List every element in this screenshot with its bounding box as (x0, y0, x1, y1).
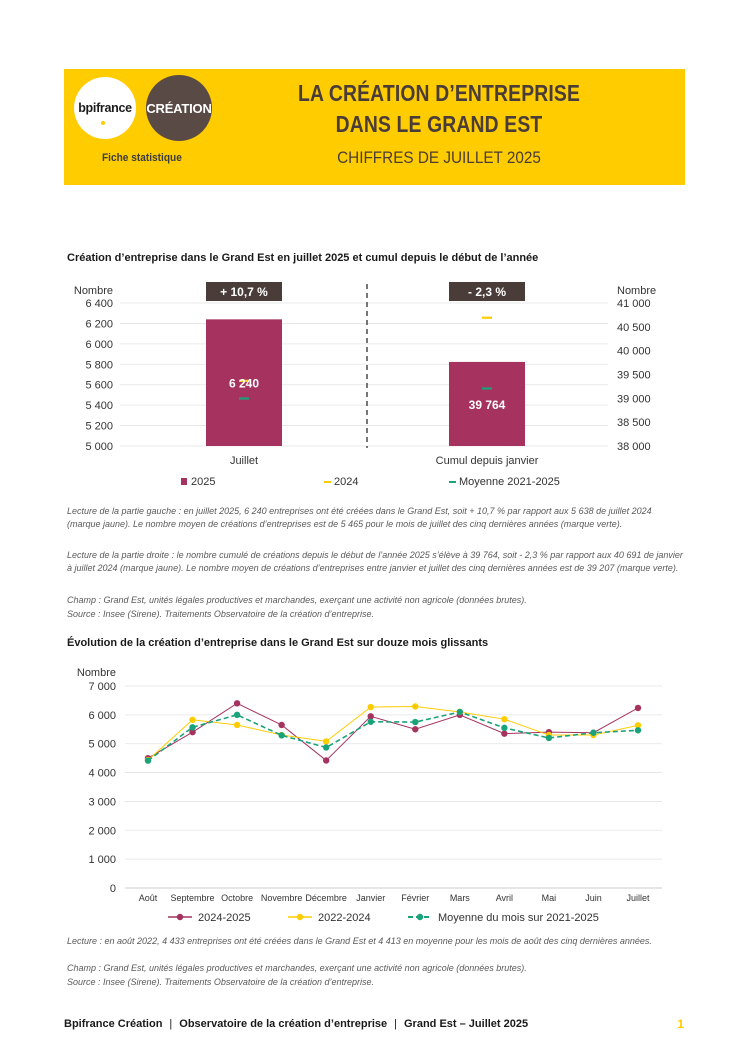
change-badge-label-juillet: + 10,7 % (220, 285, 268, 299)
section1-note-source: Source : Insee (Sirene). Traitements Observatoire de la création d’entreprise. (67, 609, 374, 619)
right-axis-title: Nombre (617, 285, 657, 297)
x-axis-tick-label: Novembre (260, 893, 303, 903)
section2-note-champ: Champ : Grand Est, unités légales productives et marchandes, exerçant une activité non agricole (données brutes). (67, 963, 527, 973)
bpifrance-logo (74, 77, 136, 139)
chart2-svg (0, 655, 750, 935)
x-axis-tick-label: Avril (495, 893, 514, 903)
x-axis-tick-label: Juin (585, 893, 602, 903)
y-axis-tick-label: 0 (109, 883, 116, 895)
series-point-1 (501, 716, 507, 722)
x-axis-tick-label: Mai (541, 893, 557, 903)
left-axis-tick-label: 5 400 (85, 400, 113, 413)
creation-logo-text: CRÉATION (146, 100, 212, 116)
x-axis-tick-label: Janvier (356, 893, 386, 903)
series-point-0 (368, 713, 374, 719)
category-label-juillet: Juillet (229, 455, 259, 467)
y-axis-tick-label: 4 000 (88, 767, 116, 780)
legend-marker-0 (177, 914, 183, 920)
y-axis-tick-label: 1 000 (88, 854, 116, 867)
x-axis-tick-label: Mars (449, 893, 470, 903)
x-axis-tick-label: Juillet (626, 893, 650, 903)
series-line-2 (148, 712, 638, 761)
section2-title: Évolution de la création d’entreprise dans le Grand Est sur douze mois glissants (67, 637, 489, 649)
bpifrance-logo-dot (101, 121, 105, 125)
legend-label-0: 2024-2025 (198, 912, 251, 924)
section2-note-source: Source : Insee (Sirene). Traitements Observatoire de la création d’entreprise. (67, 977, 374, 987)
left-axis-tick-label: 5 200 (85, 420, 113, 433)
series-point-2 (323, 744, 329, 750)
series-point-1 (323, 738, 329, 744)
y-axis-title: Nombre (76, 667, 116, 679)
change-badge-label-cumul: - 2,3 % (467, 285, 507, 299)
chart1-svg (0, 272, 750, 502)
series-point-2 (189, 724, 195, 730)
series-point-2 (590, 730, 596, 736)
bar-value-label-cumul: 39 764 (468, 397, 506, 412)
section1-note-right: Lecture de la partie droite : le nombre cumulé de créations depuis le début de l’année 2025 s’élève à 39 764, soit - 2,3 % par rapport aux 40 691 de janvier à juillet 2024 (marque jaune). Le nombre moyen de créations d’entreprises entre janvier et juillet des cinq dernières années est de 39 207 (marque verte). (67, 550, 683, 573)
series-point-2 (368, 719, 374, 725)
series-point-0 (412, 726, 418, 732)
series-point-1 (368, 704, 374, 710)
legend-label-1: 2022-2024 (318, 912, 371, 924)
right-axis-tick-label: 38 000 (617, 441, 651, 453)
series-point-0 (323, 757, 329, 763)
section1-note-champ: Champ : Grand Est, unités légales productives et marchandes, exerçant une activité non agricole (données brutes). (67, 595, 527, 605)
footer-observatoire: Observatoire de la création d’entreprise (179, 1018, 388, 1030)
x-axis-tick-label: Février (401, 893, 430, 903)
left-axis-tick-label: 6 000 (85, 338, 113, 351)
series-point-2 (546, 735, 552, 741)
legend-label-2024: 2024 (334, 476, 359, 488)
header-banner (64, 69, 685, 185)
y-axis-tick-label: 5 000 (88, 738, 116, 751)
right-axis-tick-label: 41 000 (617, 298, 651, 310)
left-axis-tick-label: 5 600 (85, 379, 113, 392)
left-axis-tick-label: 5 800 (85, 359, 113, 372)
legend-marker-1 (297, 914, 303, 920)
legend-label-avg: Moyenne 2021-2025 (459, 476, 560, 488)
series-point-2 (278, 732, 284, 738)
page-subtitle: CHIFFRES DE JUILLET 2025 (337, 148, 541, 167)
x-axis-tick-label: Août (138, 893, 158, 903)
footer (64, 1018, 684, 1030)
page-title-line1: LA CRÉATION D’ENTREPRISE (297, 80, 581, 106)
right-axis-tick-label: 39 500 (617, 369, 651, 382)
series-point-2 (635, 727, 641, 733)
series-point-1 (412, 703, 418, 709)
section2-note-lecture: Lecture : en août 2022, 4 433 entreprises ont été créées dans le Grand Est et 4 413 en moyenne pour les mois de août des cinq dernières années. (67, 936, 652, 946)
legend-label-2025: 2025 (191, 476, 216, 488)
series-point-2 (501, 725, 507, 731)
series-point-1 (234, 722, 240, 728)
y-axis-tick-label: 2 000 (88, 825, 116, 838)
x-axis-tick-label: Septembre (170, 893, 215, 903)
series-point-0 (234, 700, 240, 706)
footer-separator: | (394, 1018, 397, 1030)
footer-separator: | (169, 1018, 173, 1030)
section1-title: Création d’entreprise dans le Grand Est en juillet 2025 et cumul depuis le début de l’année (67, 252, 539, 264)
series-point-2 (234, 712, 240, 718)
creation-logo (146, 75, 212, 141)
right-axis-tick-label: 40 000 (617, 345, 651, 358)
bpifrance-logo-text: bpifrance (78, 101, 132, 115)
page-title-line2: DANS LE GRAND EST (335, 111, 543, 137)
series-line-0 (148, 703, 638, 760)
legend-swatch-2025 (181, 478, 187, 485)
series-point-2 (145, 757, 151, 763)
x-axis-tick-label: Octobre (221, 893, 254, 903)
right-axis-tick-label: 40 500 (617, 321, 651, 334)
right-axis-tick-label: 38 500 (617, 417, 651, 430)
y-axis-tick-label: 6 000 (88, 709, 116, 722)
fiche-label: Fiche statistique (102, 152, 182, 164)
legend-label-2: Moyenne du mois sur 2021-2025 (438, 912, 599, 924)
legend-marker-2 (417, 914, 423, 920)
left-axis-tick-label: 6 400 (85, 298, 113, 310)
footer-region-date: Grand Est – Juillet 2025 (404, 1018, 529, 1030)
bar-value-label-juillet: 6 240 (228, 376, 260, 391)
left-axis-title: Nombre (73, 285, 113, 297)
x-axis-tick-label: Décembre (305, 893, 347, 903)
series-point-2 (457, 709, 463, 715)
left-axis-tick-label: 6 200 (85, 318, 113, 331)
y-axis-tick-label: 3 000 (88, 796, 116, 809)
series-point-0 (278, 722, 284, 728)
page-number: 1 (677, 1017, 684, 1031)
y-axis-tick-label: 7 000 (88, 681, 116, 693)
left-axis-tick-label: 5 000 (85, 441, 113, 453)
right-axis-tick-label: 39 000 (617, 393, 651, 406)
category-label-cumul: Cumul depuis janvier (435, 455, 539, 467)
footer-brand: Bpifrance Création (64, 1018, 163, 1030)
series-point-0 (501, 730, 507, 736)
section1-note-left: Lecture de la partie gauche : en juillet 2025, 6 240 entreprises ont été créées dans le Grand Est, soit + 10,7 % par rapport aux 5 638 de juillet 2024 (marque jaune). Le nombre moyen de créations d’entreprises est de 5 465 pour le mois de juillet des cinq dernières années (marque verte). (67, 506, 652, 529)
series-point-0 (635, 705, 641, 711)
series-point-1 (189, 717, 195, 723)
series-point-2 (412, 719, 418, 725)
